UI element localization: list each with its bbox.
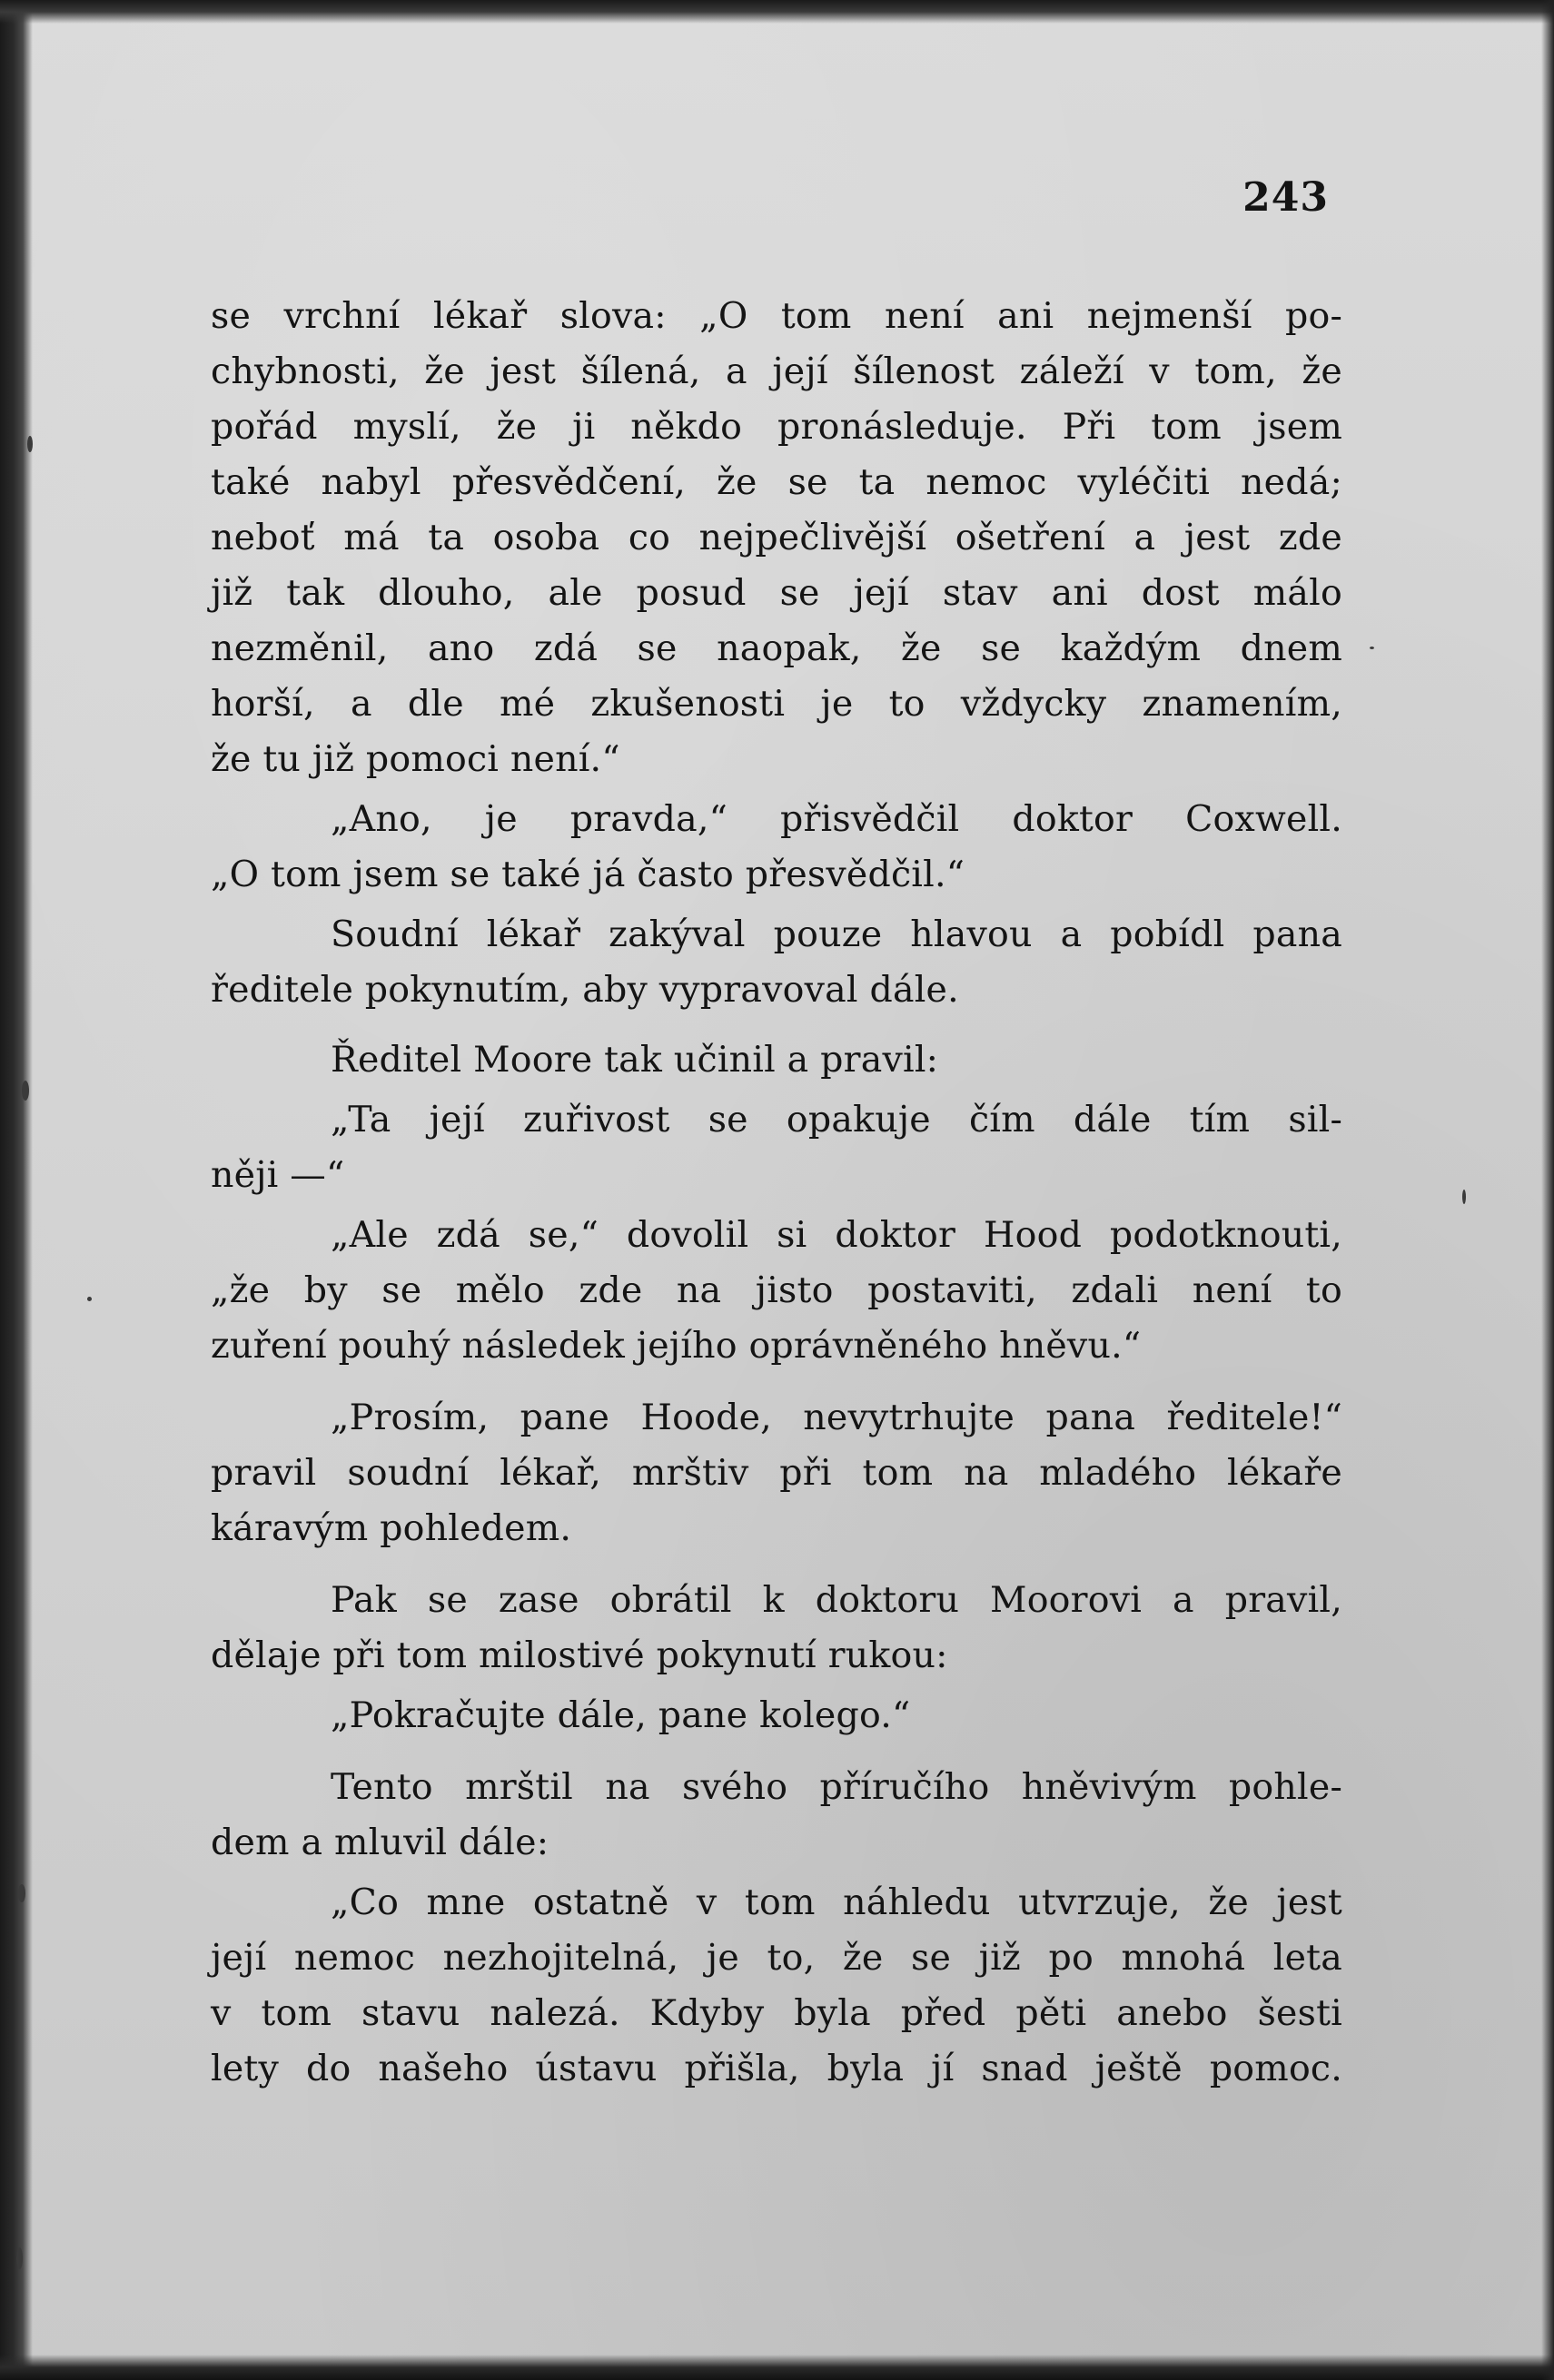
- text-line: Tento mrštil na svého příručího hněvivým pohle-: [331, 1766, 1342, 1808]
- text-line: „Co mne ostatně v tom náhledu utvrzuje, že jest: [331, 1881, 1342, 1923]
- text-line: něji —“: [211, 1154, 345, 1196]
- text-line: „Ta její zuřivost se opakuje čím dále tím sil-: [331, 1099, 1342, 1141]
- scan-speck: [87, 1297, 92, 1301]
- text-line: také nabyl přesvědčení, že se ta nemoc vyléčiti nedá;: [211, 461, 1342, 503]
- text-line: Ředitel Moore tak učinil a pravil:: [331, 1039, 939, 1081]
- page-body-text: [211, 289, 1342, 2097]
- text-line: káravým pohledem.: [211, 1507, 572, 1549]
- text-line: horší, a dle mé zkušenosti je to vždycky znamením,: [211, 683, 1342, 725]
- scan-speck: [18, 1884, 25, 1902]
- text-line: její nemoc nezhojitelná, je to, že se již po mnohá leta: [211, 1937, 1342, 1979]
- scan-speck: [1370, 647, 1374, 649]
- text-line: ředitele pokynutím, aby vypravoval dále.: [211, 969, 959, 1011]
- text-line: lety do našeho ústavu přišla, byla jí snad ještě pomoc.: [211, 2048, 1342, 2089]
- text-line: že tu již pomoci není.“: [211, 738, 620, 780]
- page-left-edge-shadow: [0, 0, 33, 2380]
- text-line: zuření pouhý následek jejího oprávněného hněvu.“: [211, 1325, 1142, 1367]
- text-line: „Prosím, pane Hoode, nevytrhujte pana ředitele!“: [331, 1397, 1342, 1438]
- text-line: „že by se mělo zde na jisto postaviti, zdali není to: [211, 1269, 1342, 1311]
- text-line: dělaje při tom milostivé pokynutí rukou:: [211, 1634, 948, 1676]
- scan-speck: [16, 2247, 23, 2269]
- text-line: chybnosti, že jest šílená, a její šílenost záleží v tom, že: [211, 351, 1342, 392]
- text-line: „O tom jsem se také já často přesvědčil.“: [211, 854, 965, 895]
- page-number: 243: [1242, 174, 1329, 221]
- text-line: v tom stavu nalezá. Kdyby byla před pěti anebo šesti: [211, 1992, 1342, 2034]
- text-line: Pak se zase obrátil k doktoru Moorovi a pravil,: [331, 1579, 1342, 1621]
- text-line: „Ano, je pravda,“ přisvědčil doktor Coxwell.: [331, 798, 1342, 840]
- text-line: se vrchní lékař slova: „O tom není ani nejmenší po-: [211, 295, 1342, 337]
- page-top-edge-shadow: [0, 0, 1554, 24]
- text-line: „Pokračujte dále, pane kolego.“: [331, 1694, 911, 1736]
- text-line: již tak dlouho, ale posud se její stav ani dost málo: [211, 572, 1342, 614]
- text-line: pravil soudní lékař, mrštiv při tom na mladého lékaře: [211, 1452, 1342, 1494]
- text-line: neboť má ta osoba co nejpečlivější ošetření a jest zde: [211, 517, 1342, 558]
- text-line: nezměnil, ano zdá se naopak, že se každým dnem: [211, 627, 1342, 669]
- page-bottom-edge-shadow: [0, 2355, 1554, 2380]
- scan-speck: [1462, 1190, 1466, 1204]
- text-line: „Ale zdá se,“ dovolil si doktor Hood podotknouti,: [331, 1214, 1342, 1256]
- text-line: pořád myslí, že ji někdo pronásleduje. Při tom jsem: [211, 406, 1342, 448]
- scan-speck: [27, 436, 33, 452]
- text-line: dem a mluvil dále:: [211, 1822, 549, 1863]
- page-right-edge-shadow: [1541, 0, 1554, 2380]
- scan-speck: [22, 1081, 29, 1101]
- text-line: Soudní lékař zakýval pouze hlavou a pobídl pana: [331, 913, 1342, 955]
